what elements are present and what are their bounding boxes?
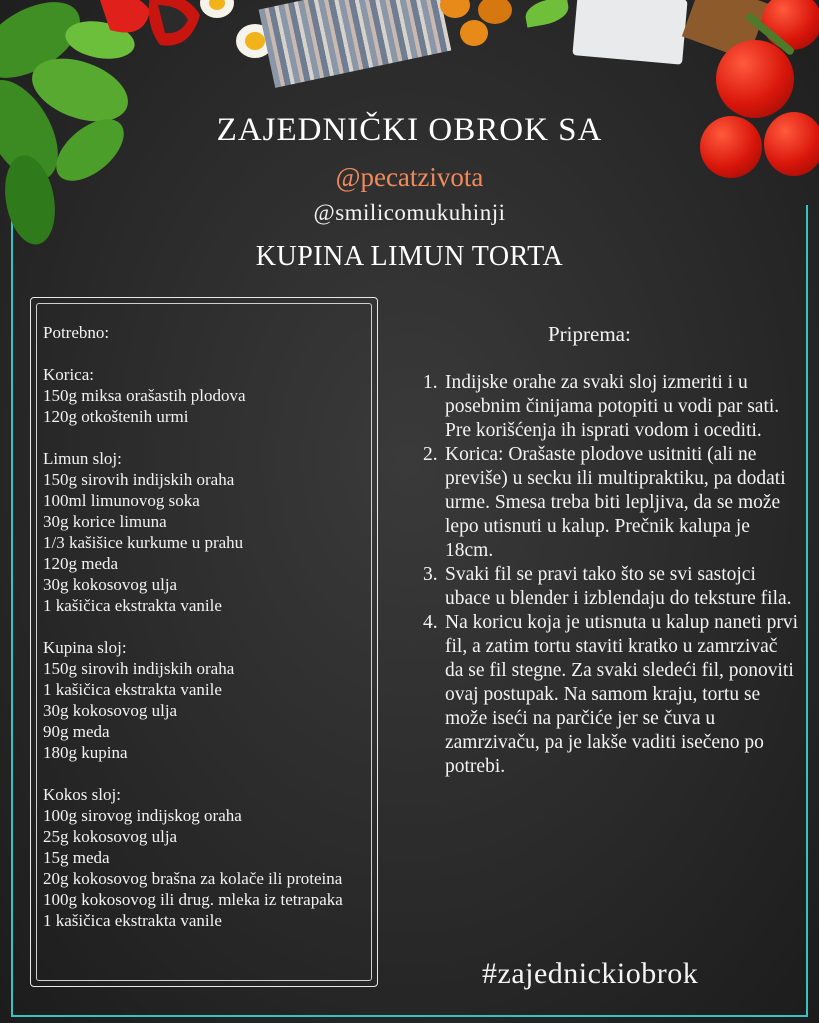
preparation-step [420,563,800,611]
section-title: Limun sloj: [43,449,122,468]
ingredient-item: 100ml limunovog soka [43,491,200,510]
ingredient-item: 15g meda [43,848,110,867]
ingredients-list [43,322,373,952]
ingredient-item: 150g miksa orašastih plodova [43,386,246,405]
ingredient-item: 100g kokosovog ili drug. mleka iz tetrapaka [43,890,343,909]
blue-cheese-decoration [572,0,687,65]
ingredient-item: 150g sirovih indijskih oraha [43,470,235,489]
preparation-step [420,371,800,443]
step-number: 2. [423,444,438,465]
handle-primary: @pecatzivota [335,162,484,192]
ingredient-section [43,784,373,931]
preparation-step [420,611,800,779]
ingredient-item: 30g korice limuna [43,512,167,531]
ingredient-item: 25g kokosovog ulja [43,827,178,846]
egg-yolk-decoration [245,32,265,50]
preparation-step [420,443,800,563]
handle-secondary: @smilicomukuhinji [313,200,506,225]
preparation-heading: Priprema: [548,322,631,346]
ingredient-section [43,364,373,427]
ingredient-item: 100g sirovog indijskog oraha [43,806,242,825]
ingredient-item: 30g kokosovog ulja [43,575,178,594]
step-number: 1. [423,372,438,393]
step-number: 4. [423,612,438,633]
step-text: Korica: Orašaste plodove usitniti (ali ne previše) u secku ili multipraktiku, pa dodati urme. Smesa treba biti lepljiva, da se može lepo utisnuti u kalup. Prečnik kalupa je 18cm. [445,444,786,561]
ingredient-section [43,637,373,763]
ingredient-item: 180g kupina [43,743,128,762]
ingredient-item: 30g kokosovog ulja [43,701,178,720]
leaf-decoration [523,0,570,28]
ingredient-item: 20g kokosovog brašna za kolače ili proteina [43,869,343,888]
ingredient-item: 90g meda [43,722,110,741]
section-title: Korica: [43,365,94,384]
preparation-steps [420,371,800,779]
striped-napkin-decoration [259,0,452,88]
ingredient-item: 1 kašičica ekstrakta vanile [43,911,222,930]
ingredients-heading: Potrebno: [43,323,110,342]
tomato-decoration [716,40,794,118]
step-text: Na koricu koja je utisnuta u kalup naneti prvi fil, a zatim tortu staviti kratko u zamrzivač da se fil stegne. Za svaki sledeći fil, ponoviti ovaj postupak. Na samom kraju, tortu se može iseći na parčiće jer se čuva u zamrzivaču, pa je lakše vaditi isečeno po potrebi. [445,612,799,777]
red-pepper-decoration [90,0,210,70]
ingredient-item: 120g meda [43,554,119,573]
dried-apricot-decoration [440,0,470,18]
ingredient-item: 1/3 kašišice kurkume u prahu [43,533,244,552]
step-number: 3. [423,564,438,585]
hashtag: #zajednickiobrok [482,957,699,990]
ingredient-item: 1 kašičica ekstrakta vanile [43,680,222,699]
dried-apricot-decoration [460,20,488,46]
step-text: Indijske orahe za svaki sloj izmeriti i u posebnim činijama potopiti u vodi par sati. Pre korišćenja ih isprati vodom i oceditі. [445,372,780,441]
page-title: ZAJEDNIČKI OBROK SA [216,112,603,148]
section-title: Kupina sloj: [43,638,127,657]
step-text: Svaki fil se pravi tako što se svi sastojci ubace u blender i izblendaju do teksture fila. [445,564,792,609]
dried-apricot-decoration [478,0,512,24]
ingredient-item: 120g otkoštenih urmi [43,407,189,426]
ingredient-section [43,448,373,616]
recipe-name: KUPINA LIMUN TORTA [255,241,564,272]
section-title: Kokos sloj: [43,785,121,804]
ingredient-item: 1 kašičica ekstrakta vanile [43,596,222,615]
ingredient-item: 150g sirovih indijskih oraha [43,659,235,678]
